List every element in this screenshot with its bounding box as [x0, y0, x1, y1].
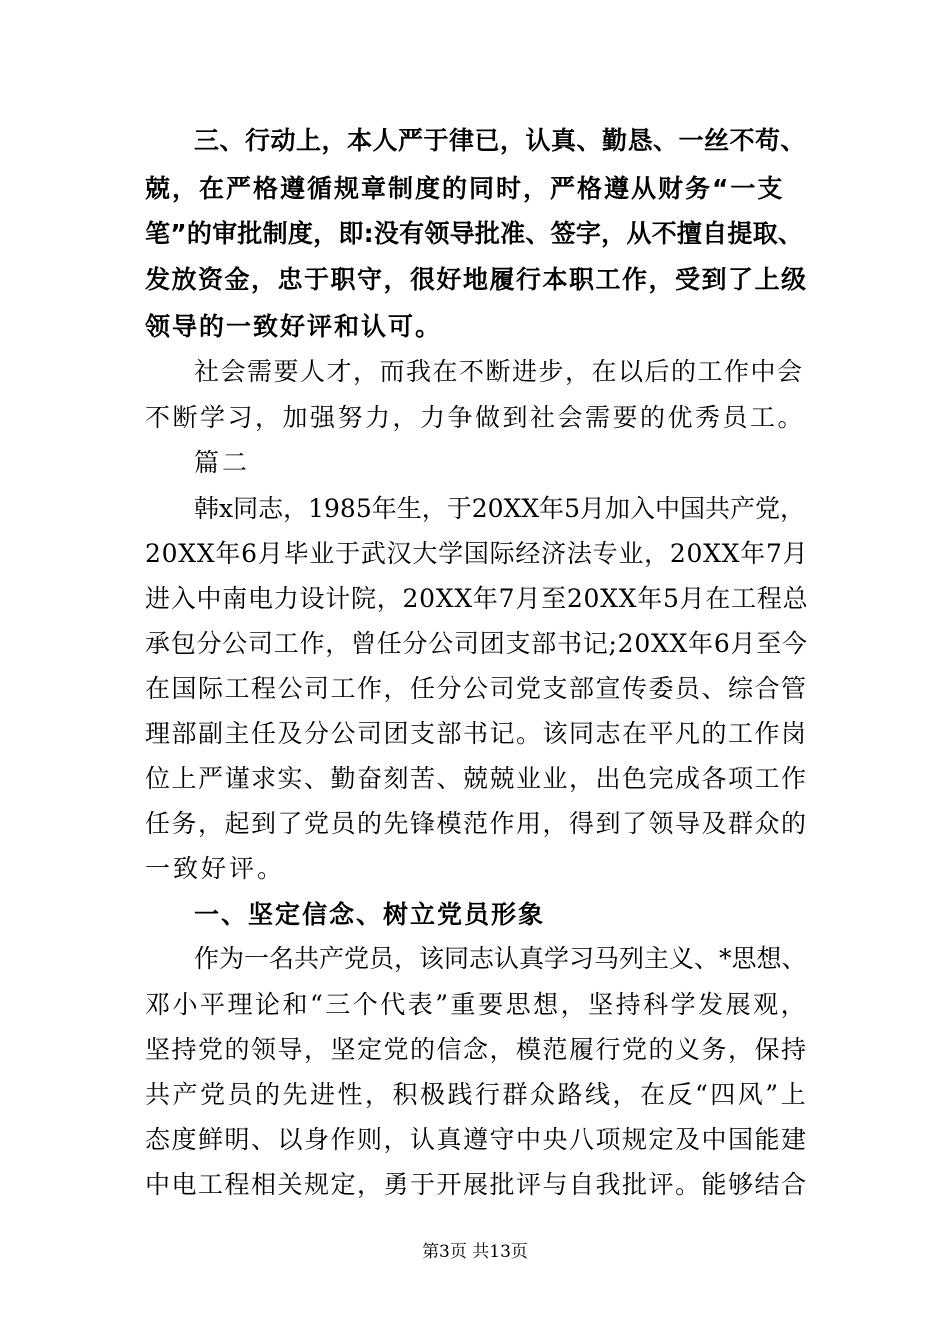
text-line: 兢，在严格遵循规章制度的同时，严格遵从财务“一支 — [145, 174, 785, 203]
text-line: 笔”的审批制度，即:没有领导批准、签字，从不擅自提取、 — [145, 219, 804, 248]
section-label: 篇二 — [194, 448, 251, 477]
text-line: 共产党员的先进性，积极践行群众路线，在反“四风”上 — [145, 1080, 809, 1109]
text-line: 理部副主任及分公司团支部书记。该同志在平凡的工作岗 — [145, 719, 808, 748]
text-line: 态度鲜明、以身作则，认真遵守中央八项规定及中国能建 — [145, 1125, 808, 1154]
text-line: 位上严谨求实、勤奋刻苦、兢兢业业，出色完成各项工作 — [145, 764, 808, 793]
text-line: 发放资金，忠于职守，很好地履行本职工作，受到了上级 — [145, 265, 808, 294]
text-line: 承包分公司工作，曾任分公司团支部书记;20XX年6月至今 — [145, 629, 808, 658]
page-footer: 第3页 共13页 — [422, 1242, 528, 1262]
text-line: 韩x同志，1985年生，于20XX年5月加入中国共产党， — [194, 494, 806, 523]
text-line: 一致好评。 — [145, 854, 286, 883]
text-line: 不断学习，加强努力，力争做到社会需要的优秀员工。 — [145, 403, 806, 432]
text-line: 坚持党的领导，坚定党的信念，模范履行党的义务，保持 — [145, 1035, 808, 1064]
text-line: 社会需要人才，而我在不断进步，在以后的工作中会 — [194, 357, 804, 386]
text-line: 20XX年6月毕业于武汉大学国际经济法专业，20XX年7月 — [145, 539, 809, 568]
text-line: 作为一名共产党员，该同志认真学习马列主义、*思想、 — [194, 944, 807, 973]
text-line: 邓小平理论和“三个代表”重要思想，坚持科学发展观， — [145, 990, 809, 1019]
text-line: 三、行动上，本人严于律已，认真、勤恳、一丝不苟、 — [194, 126, 807, 155]
text-line: 在国际工程公司工作，任分公司党支部宣传委员、综合管 — [145, 674, 808, 703]
text-line: 领导的一致好评和认可。 — [145, 312, 443, 341]
text-line: 中电工程相关规定，勇于开展批评与自我批评。能够结合 — [145, 1170, 808, 1199]
section-heading: 一、坚定信念、树立党员形象 — [194, 900, 546, 929]
text-line: 任务，起到了党员的先锋模范作用，得到了领导及群众的 — [145, 809, 808, 838]
text-line: 进入中南电力设计院，20XX年7月至20XX年5月在工程总 — [145, 584, 809, 613]
